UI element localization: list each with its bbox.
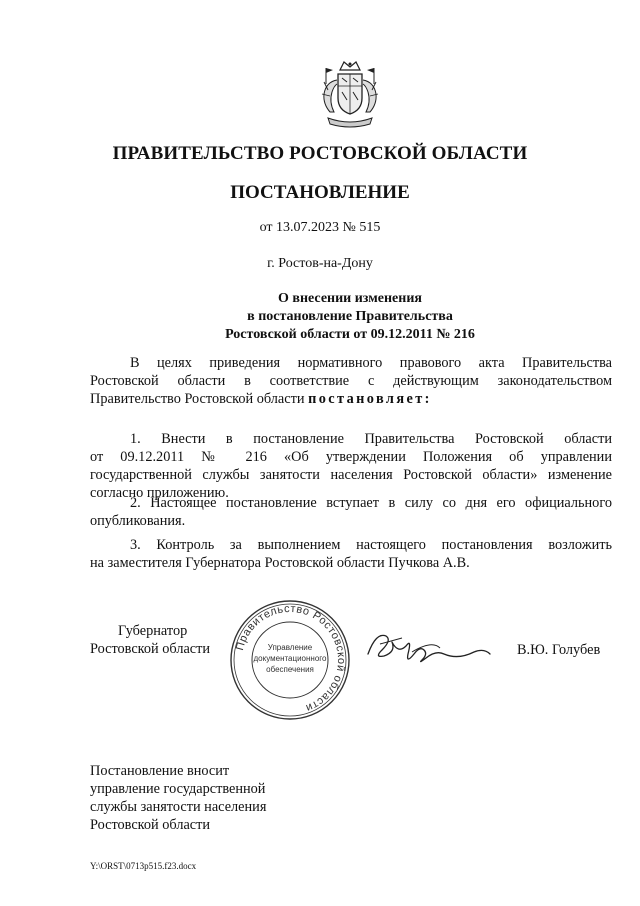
- preamble-line-with-resolution: [90, 390, 612, 408]
- handwritten-signature: [362, 624, 494, 672]
- introduced-by-line: службы занятости населения: [90, 799, 267, 815]
- introduced-by-note: [90, 762, 266, 834]
- seal-inner-line: обеспечения: [266, 665, 314, 674]
- document-date-number: от 13.07.2023 № 515: [259, 220, 381, 235]
- introduced-by-line: управление государственной: [90, 781, 266, 797]
- seal-inner-line: документационного: [253, 654, 327, 663]
- document-type: ПОСТАНОВЛЕНИЕ: [230, 182, 410, 203]
- seal-outer-text: Правительство Ростовской области: [233, 602, 348, 715]
- item-1-line: государственной службы занятости населения Ростовской области» изменение: [90, 467, 612, 483]
- item-3-line: 3. Контроль за выполнением настоящего постановления возложить: [130, 537, 612, 553]
- item-1-line: 1. Внести в постановление Правительства Ростовской области: [130, 431, 612, 447]
- signatory-position-line: Ростовской области: [90, 641, 211, 657]
- item-1-paragraph: [90, 430, 612, 502]
- item-3-line: на заместителя Губернатора Ростовской области Пучкова А.В.: [90, 555, 470, 571]
- seal-inner-line: Управление: [267, 643, 313, 652]
- item-1-line: от 09.12.2011 № 216 «Об утверждении Положения об управлении: [90, 449, 612, 465]
- item-1-line: согласно приложению.: [90, 485, 229, 501]
- preamble-line: В целях приведения нормативного правового акта Правительства: [130, 355, 612, 371]
- item-2-line: 2. Настоящее постановление вступает в силу со дня его официального: [130, 495, 612, 511]
- document-subject: [90, 290, 610, 344]
- item-3-paragraph: [90, 536, 612, 572]
- item-2-line: опубликования.: [90, 513, 186, 529]
- signatory-position: [90, 622, 210, 658]
- organization-title: ПРАВИТЕЛЬСТВО РОСТОВСКОЙ ОБЛАСТИ: [112, 143, 528, 164]
- subject-line: Ростовской области от 09.12.2011 № 216: [225, 327, 475, 342]
- signatory-name: В.Ю. Голубев: [517, 642, 601, 658]
- coat-of-arms-icon: [318, 60, 382, 130]
- preamble-line: Ростовской области в соответствие с действующим законодательством: [90, 373, 612, 389]
- item-2-paragraph: [90, 494, 612, 530]
- preamble-line: Правительство Ростовской области: [90, 391, 309, 407]
- introduced-by-line: Ростовской области: [90, 817, 211, 833]
- document-city: г. Ростов-на-Дону: [267, 256, 373, 271]
- preamble-paragraph: [90, 354, 612, 408]
- official-seal: [228, 598, 352, 722]
- subject-line: О внесении изменения: [278, 291, 422, 306]
- subject-line: в постановление Правительства: [247, 309, 453, 324]
- signatory-position-line: Губернатор: [118, 623, 188, 639]
- resolves-word: постановляет:: [308, 391, 432, 407]
- file-path: Y:\ORST\0713p515.f23.docx: [90, 861, 197, 871]
- introduced-by-line: Постановление вносит: [90, 763, 230, 779]
